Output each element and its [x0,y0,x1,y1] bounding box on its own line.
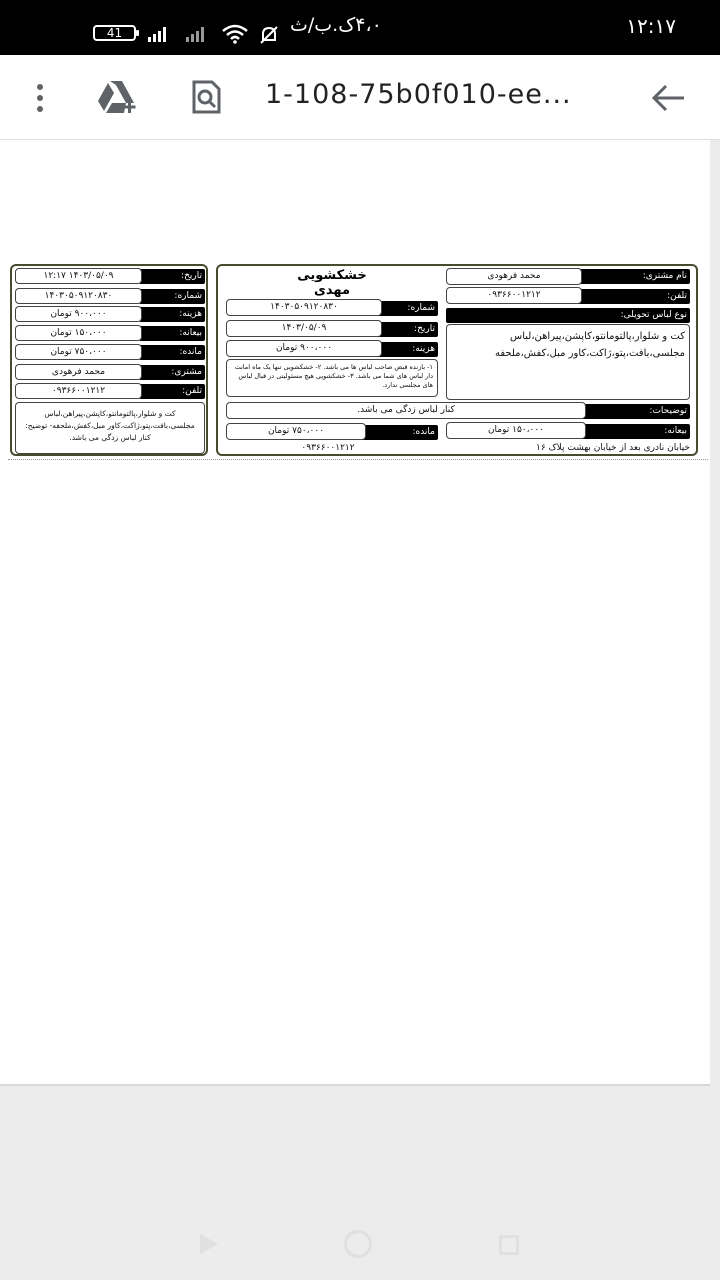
stub-notes-box [15,402,205,454]
network-speed: ۴،۰ک.ب/ث [290,14,382,36]
battery-icon [93,25,136,41]
stub-remain-value: ۷۵۰،۰۰۰ تومان [15,344,142,360]
clock: ۱۲:۱۷ [626,14,676,38]
stub-phone-value: ۰۹۳۶۶۰۰۱۲۱۲ [15,383,142,399]
document-page[interactable] [0,140,710,1086]
phone-value: ۰۹۳۶۶۰۰۱۲۱۲ [446,287,582,304]
nav-back-icon[interactable] [200,1234,218,1254]
date-value: ۱۴۰۳/۰۵/۰۹ [226,320,382,337]
battery-level: 41 [106,26,123,40]
clothes-box [446,324,690,400]
shop-address: خیابان نادری بعد از خیابان بهشت پلاک ۱۶ [536,443,690,453]
status-bar [0,0,720,55]
stub-deposit-label: بیعانه: [139,326,205,341]
find-in-page-icon[interactable] [188,79,224,115]
clothes-text: کت و شلوار،پالتومانتو،کاپشن،پیراهن،لباس مجلسی،بافت،پتو،ژاکت،کاور مبل،کفش،ملحفه [494,331,685,359]
back-arrow-icon[interactable] [650,83,686,113]
deposit-value: ۱۵۰،۰۰۰ تومان [446,422,586,439]
cost-label: هزینه: [368,342,438,357]
customer-label: نام مشتری: [576,269,690,284]
stub-cost-value: ۹۰۰،۰۰۰ تومان [15,306,142,322]
stub-number-label: شماره: [139,289,205,304]
stub-date-value: ۱۴۰۳/۰۵/۰۹ ۱۲:۱۷ [15,268,142,284]
cost-value: ۹۰۰،۰۰۰ تومان [226,340,382,357]
cut-line [8,459,708,460]
stub-phone-label: تلفن: [139,384,205,399]
number-value: ۱۴۰۳۰۵۰۹۱۲۰۸۳۰ [226,299,382,316]
rules-text: ۱- بازنده قبض صاحب لباس ها می باشد. ۲- خشکشویی تنها یک ماه امانت دار لباس های شما می باشد. ۳- خشکشویی هیچ مسئولیتی در قبال لباس های مجلسی ندارد. [234,363,433,389]
stub-customer-label: مشتری: [139,365,205,380]
stub-number-value: ۱۴۰۳۰۵۰۹۱۲۰۸۳۰ [15,288,142,304]
stub-customer-value: محمد فرهودی [15,364,142,380]
number-label: شماره: [368,301,438,316]
shop-phone: ۰۹۳۶۶۰۰۱۲۱۲ [301,443,355,453]
bell-off-icon [258,24,280,46]
app-toolbar [0,55,720,140]
more-vert-icon[interactable] [30,81,50,115]
stub-cost-label: هزینه: [139,307,205,322]
shop-name: خشکشویی مهدی [297,268,367,298]
rules-box [226,359,438,397]
clothes-label: نوع لباس تحویلی: [446,308,690,323]
document-title: 1-108-75b0f010-ee... [265,79,572,110]
receipt-stub [10,264,208,456]
nav-home-icon[interactable] [344,1230,372,1258]
remain-label: مانده: [358,425,438,440]
date-label: تاریخ: [368,322,438,337]
stub-deposit-value: ۱۵۰،۰۰۰ تومان [15,325,142,341]
nav-recents-icon[interactable] [499,1235,519,1255]
stub-remain-label: مانده: [139,345,205,360]
remain-value: ۷۵۰،۰۰۰ تومان [226,423,366,440]
receipt [8,264,698,460]
add-to-drive-icon[interactable] [96,79,140,115]
phone-label: تلفن: [576,289,690,304]
description-label: توضیحات: [580,404,690,419]
deposit-label: بیعانه: [580,424,690,439]
customer-value: محمد فرهودی [446,268,582,285]
signal-icon [186,26,204,42]
wifi-icon [222,24,248,44]
stub-date-label: تاریخ: [139,269,205,284]
signal-icon [148,26,166,42]
stub-notes: کت و شلوار،پالتومانتو،کاپشن،پیراهن،لباس مجلسی،بافت،پتو،ژاکت،کاور مبل،کفش،ملحفه- توضیح: کنار لباس زدگی می باشد. [25,409,195,442]
description-value: کنار لباس زدگی می باشد. [226,402,586,419]
receipt-main [216,264,698,456]
